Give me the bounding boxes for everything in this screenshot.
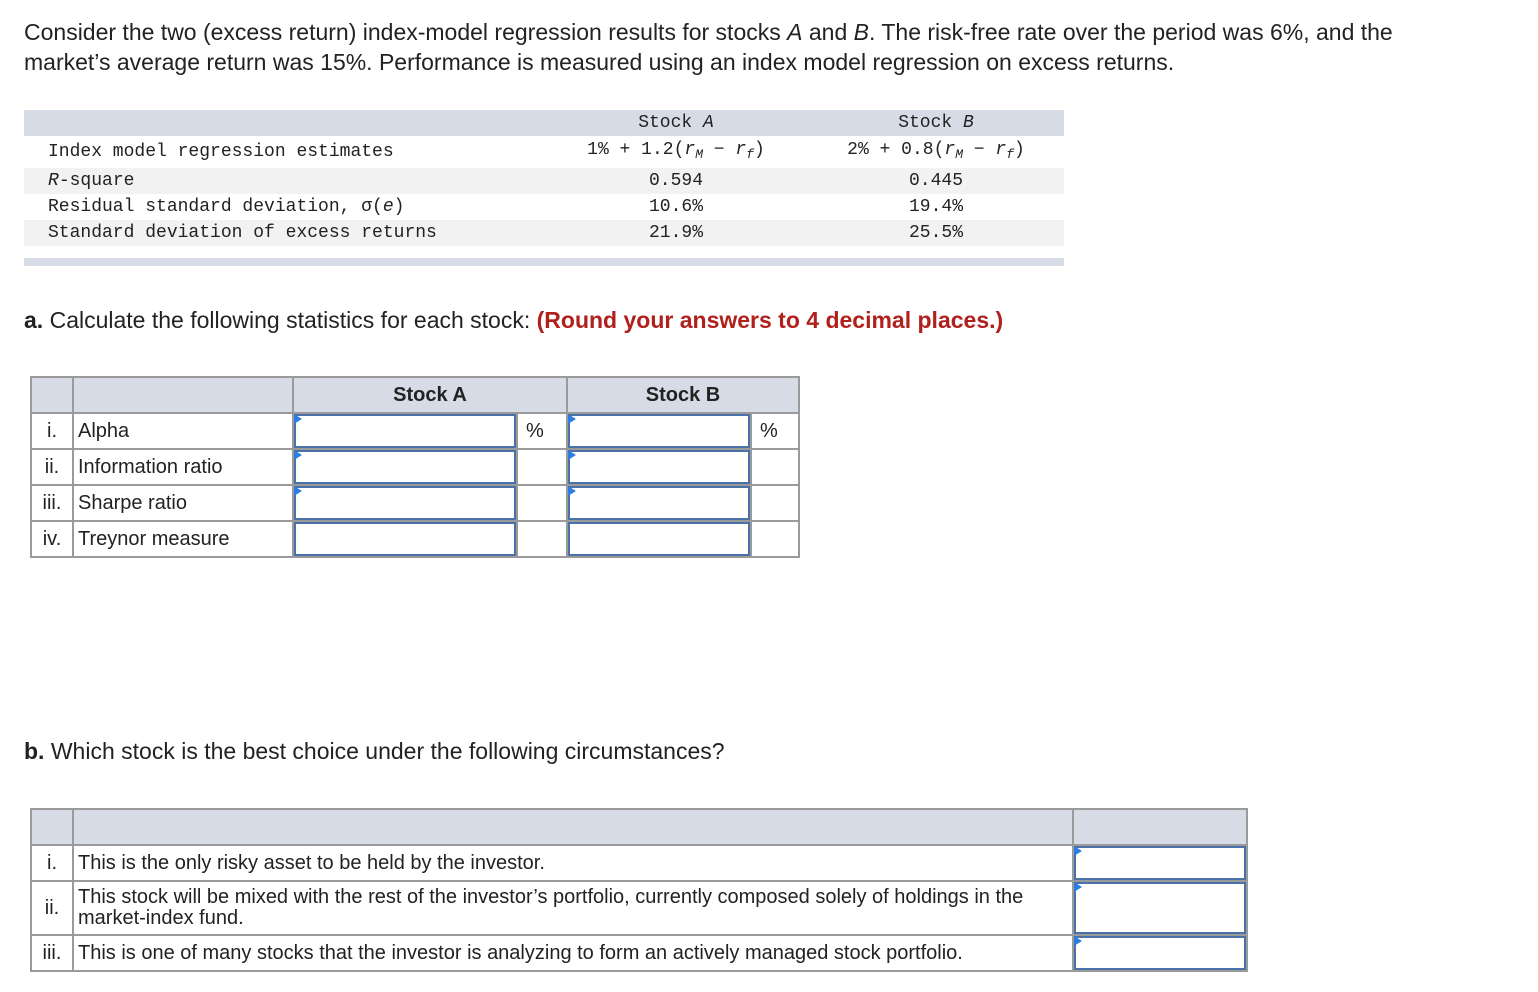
- best-choice-cell: [1073, 845, 1247, 881]
- row-label-only-risky-asset: This is the only risky asset to be held by the investor.: [73, 845, 1073, 881]
- ir-a-cell: [293, 449, 517, 485]
- problem-statement: [24, 17, 1524, 77]
- estimates-bottom-bar: [24, 258, 1064, 266]
- table-row: [31, 935, 1247, 971]
- treynor-a-cell: [293, 521, 517, 557]
- sharpe-ratio-stock-b-input[interactable]: [568, 486, 750, 520]
- row-label-active-portfolio: This is one of many stocks that the investor is analyzing to form an actively managed stock portfolio.: [73, 935, 1073, 971]
- row-label-treynor-measure: Treynor measure: [73, 521, 293, 557]
- estimates-label-rsquare: R-square: [48, 171, 135, 191]
- part-a-label: a.: [24, 307, 44, 333]
- estimates-header-stock-a: Stock A: [638, 113, 714, 133]
- best-choice-ii-input[interactable]: [1074, 882, 1246, 934]
- estimates-header-row: [24, 110, 1064, 136]
- row-number: ii.: [31, 881, 73, 935]
- regression-estimates-table: [24, 110, 1064, 246]
- part-a-question: [24, 307, 1003, 334]
- estimates-row-stdev: [24, 220, 1064, 246]
- estimates-row-residual: [24, 194, 1064, 220]
- part-a-answer-table: [30, 376, 800, 558]
- estimates-row-equation: [24, 136, 1064, 168]
- alpha-stock-b-input[interactable]: [568, 414, 750, 448]
- information-ratio-stock-b-input[interactable]: [568, 450, 750, 484]
- estimates-rsquare-a: 0.594: [648, 171, 703, 191]
- intro-stock-a: A: [787, 19, 803, 45]
- estimates-row-rsquare: [24, 168, 1064, 194]
- best-choice-cell: [1073, 881, 1247, 935]
- best-choice-iii-input[interactable]: [1074, 936, 1246, 970]
- estimates-label-stdev: Standard deviation of excess returns: [48, 223, 437, 243]
- treynor-b-cell: [567, 521, 751, 557]
- treynor-measure-stock-b-input[interactable]: [568, 522, 750, 556]
- table-row: [31, 881, 1247, 935]
- estimates-residual-a: 10.6%: [648, 197, 703, 217]
- header-blank-3: [1073, 809, 1247, 845]
- marker-icon: [294, 414, 302, 424]
- part-a-instruction: (Round your answers to 4 decimal places.): [536, 307, 1004, 333]
- sharpe-b-cell: [567, 485, 751, 521]
- sharpe-b-unit: [751, 485, 799, 521]
- row-label-sharpe-ratio: Sharpe ratio: [73, 485, 293, 521]
- best-choice-cell: [1073, 935, 1247, 971]
- table-row: [31, 485, 799, 521]
- row-number: iv.: [31, 521, 73, 557]
- treynor-measure-stock-a-input[interactable]: [294, 522, 516, 556]
- part-b-label: b.: [24, 738, 45, 764]
- row-label-mixed-portfolio: This stock will be mixed with the rest of the investor’s portfolio, currently composed solely of holdings in the market-index fund.: [73, 881, 1073, 935]
- information-ratio-stock-a-input[interactable]: [294, 450, 516, 484]
- treynor-a-unit: [517, 521, 567, 557]
- estimates-stdev-b: 25.5%: [908, 223, 963, 243]
- ir-b-cell: [567, 449, 751, 485]
- table-row: [31, 413, 799, 449]
- intro-text-4: market’s average return was 15%. Performance is measured using an index model regression on excess returns.: [24, 49, 1175, 75]
- estimates-stdev-a: 21.9%: [648, 223, 703, 243]
- marker-icon: [294, 486, 302, 496]
- table-row: [31, 845, 1247, 881]
- table-row: [31, 521, 799, 557]
- header-blank-2: [73, 809, 1073, 845]
- row-number: ii.: [31, 449, 73, 485]
- header-blank-1: [31, 377, 73, 413]
- estimates-equation-b: $2\% + 0.8(r_M - r_f)$: [847, 140, 1025, 162]
- estimates-header-stock-b: Stock B: [898, 113, 974, 133]
- marker-icon: [1074, 882, 1082, 892]
- header-stock-a: Stock A: [293, 377, 567, 413]
- marker-icon: [568, 486, 576, 496]
- part-b-answer-table: [30, 808, 1248, 972]
- row-number: i.: [31, 413, 73, 449]
- row-number: iii.: [31, 485, 73, 521]
- estimates-label-residual: Residual standard deviation, σ(e): [48, 197, 405, 217]
- intro-text-3: . The risk-free rate over the period was 6%, and the: [868, 19, 1393, 45]
- row-label-alpha: Alpha: [73, 413, 293, 449]
- table-row: [31, 449, 799, 485]
- marker-icon: [568, 450, 576, 460]
- best-choice-i-input[interactable]: [1074, 846, 1246, 880]
- sharpe-a-unit: [517, 485, 567, 521]
- marker-icon: [568, 414, 576, 424]
- part-b-text: Which stock is the best choice under the following circumstances?: [44, 738, 725, 764]
- estimates-label-equation: Index model regression estimates: [48, 142, 394, 162]
- part-a-text: Calculate the following statistics for each stock:: [43, 307, 537, 333]
- part-a-header-row: [31, 377, 799, 413]
- part-b-question: [24, 738, 725, 765]
- marker-icon: [1074, 846, 1082, 856]
- estimates-rsquare-b: 0.445: [908, 171, 963, 191]
- part-b-header-row: [31, 809, 1247, 845]
- sharpe-a-cell: [293, 485, 517, 521]
- header-blank-2: [73, 377, 293, 413]
- intro-text-2: and: [802, 19, 854, 45]
- alpha-stock-a-input[interactable]: [294, 414, 516, 448]
- row-number: i.: [31, 845, 73, 881]
- row-number: iii.: [31, 935, 73, 971]
- marker-icon: [1074, 936, 1082, 946]
- intro-stock-b: B: [853, 19, 869, 45]
- alpha-a-cell: [293, 413, 517, 449]
- ir-a-unit: [517, 449, 567, 485]
- alpha-b-unit: %: [751, 413, 799, 449]
- ir-b-unit: [751, 449, 799, 485]
- estimates-residual-b: 19.4%: [908, 197, 963, 217]
- header-stock-b: Stock B: [567, 377, 799, 413]
- row-label-information-ratio: Information ratio: [73, 449, 293, 485]
- marker-icon: [294, 450, 302, 460]
- alpha-a-unit: %: [517, 413, 567, 449]
- treynor-b-unit: [751, 521, 799, 557]
- sharpe-ratio-stock-a-input[interactable]: [294, 486, 516, 520]
- header-blank-1: [31, 809, 73, 845]
- intro-text-1: Consider the two (excess return) index-model regression results for stocks: [24, 19, 788, 45]
- estimates-equation-a: $1\% + 1.2(r_M - r_f)$: [587, 140, 765, 162]
- alpha-b-cell: [567, 413, 751, 449]
